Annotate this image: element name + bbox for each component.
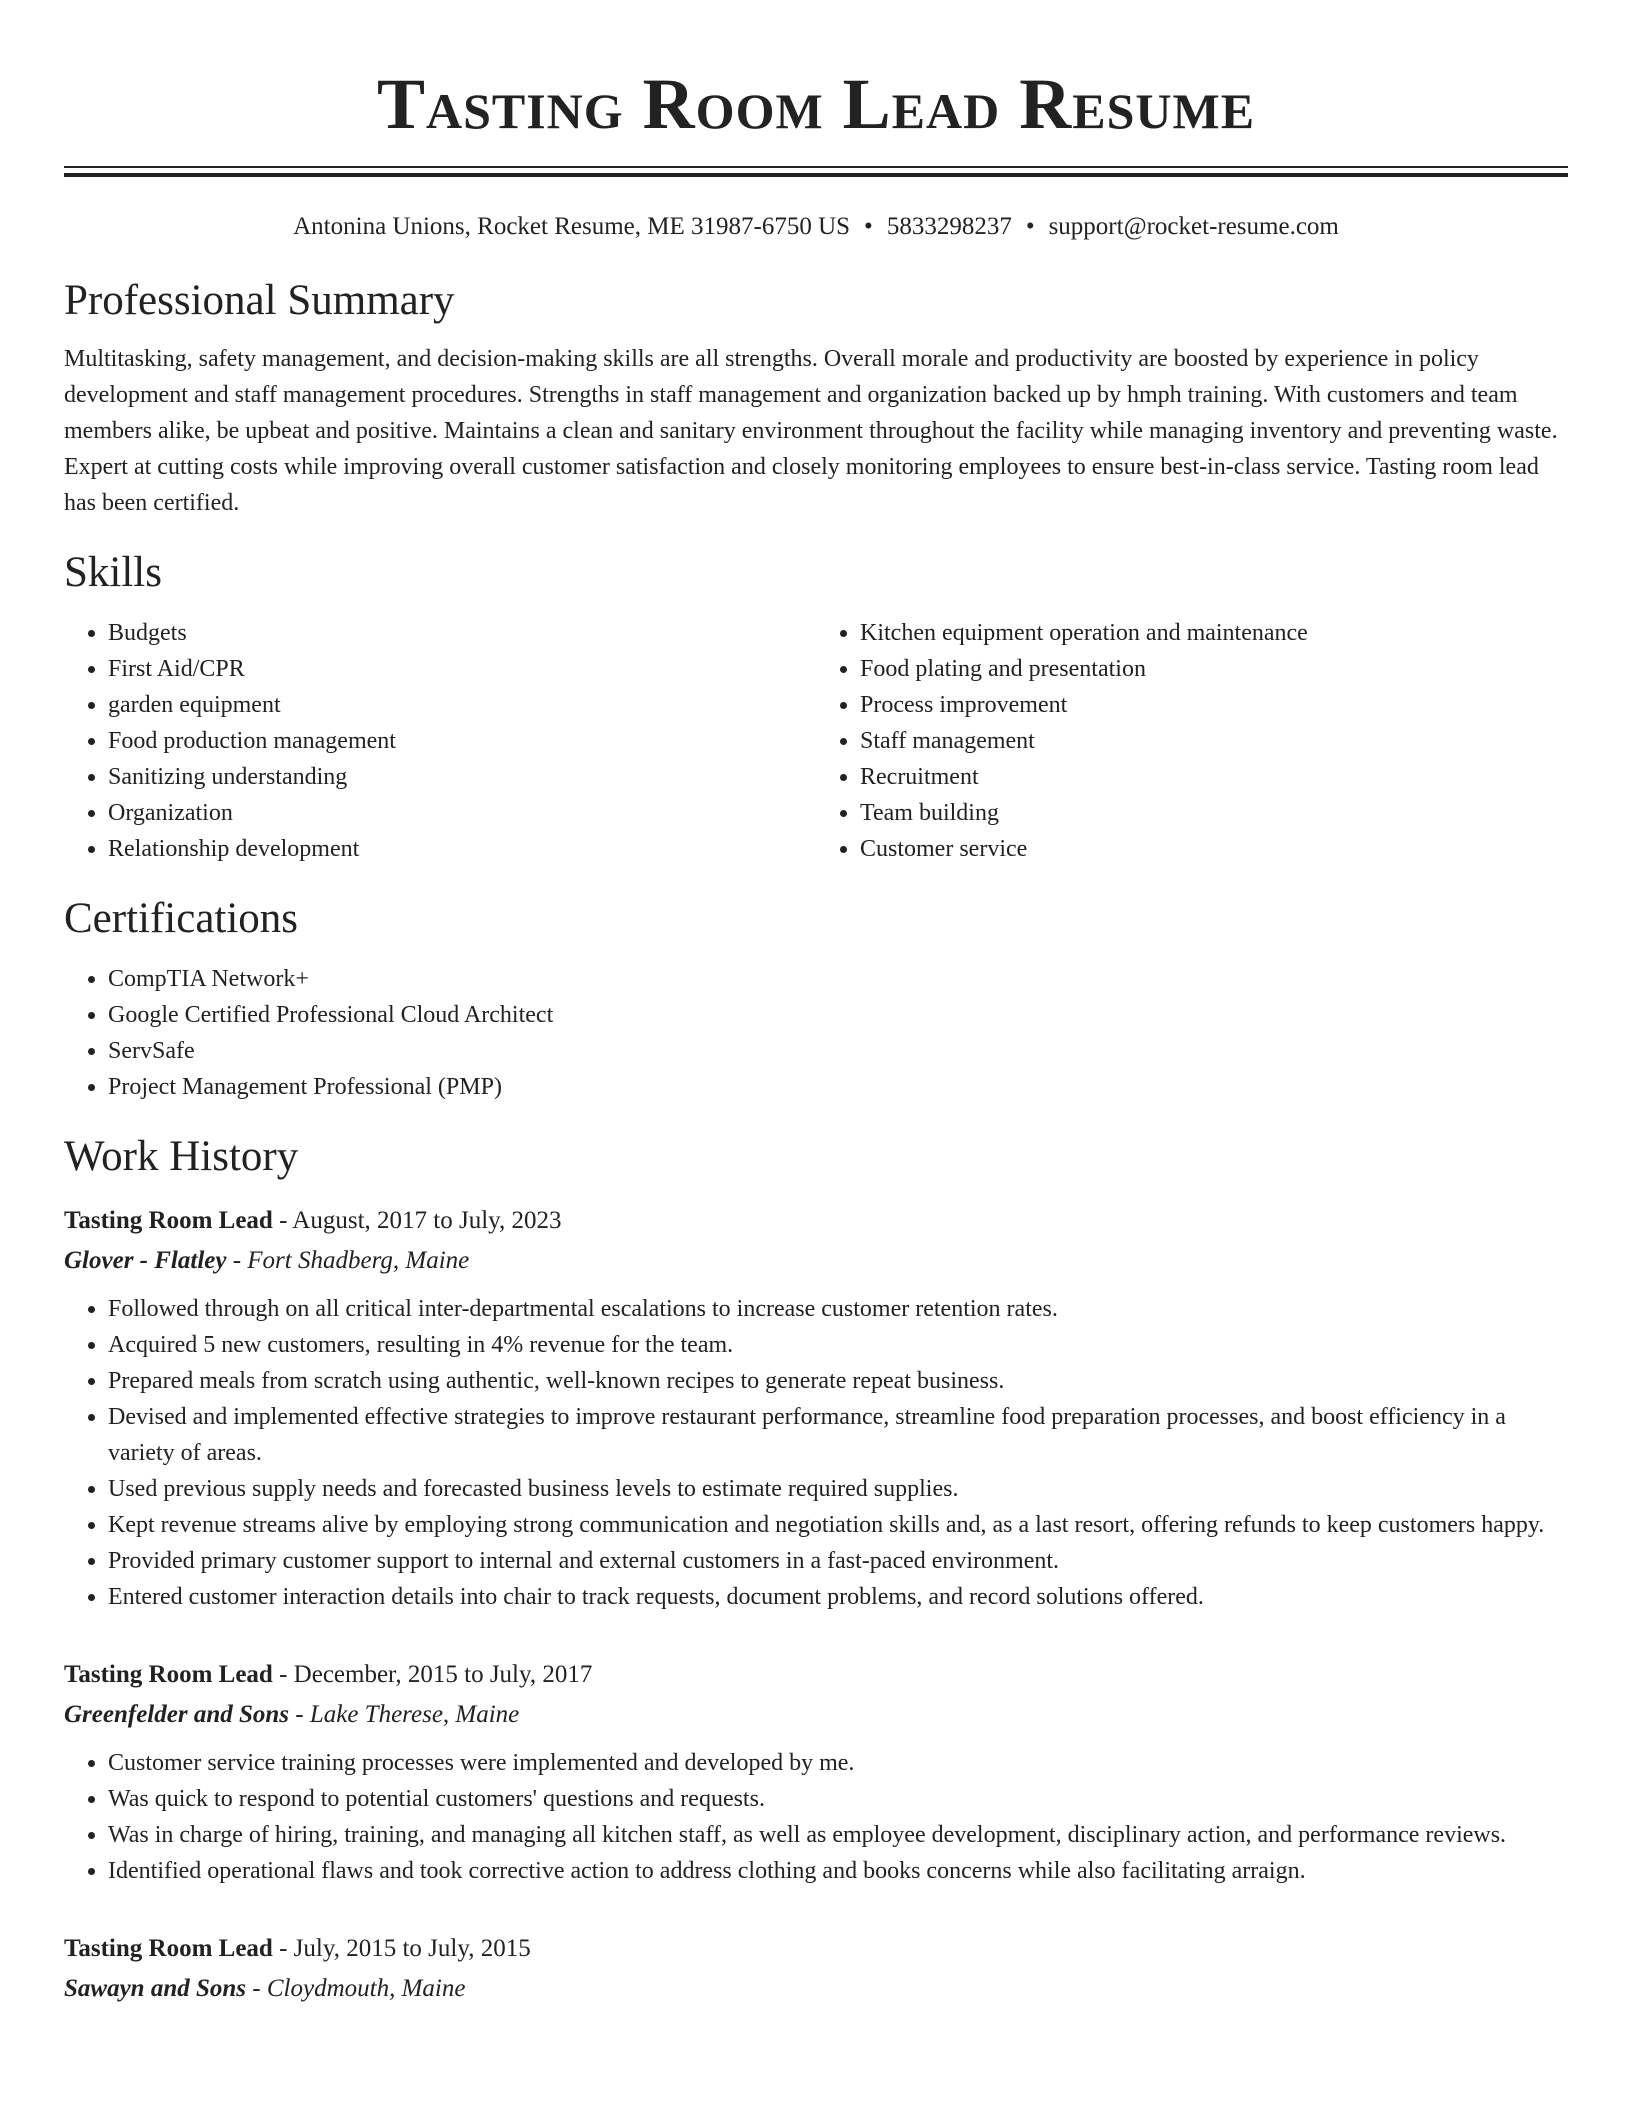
job-bullet: • Kept revenue streams alive by employing strong communication and negotiation skills and, as a last resort, offering refunds to keep customers happy. (108, 1507, 1568, 1543)
job-bullets (64, 1291, 1568, 1615)
job-bullet: • Entered customer interaction details into chair to track requests, document problems, and record solutions offered. (108, 1579, 1568, 1615)
job-company: Greenfelder and Sons (64, 1701, 290, 1728)
job-company: Sawayn and Sons (64, 1975, 247, 2002)
skill-item: • Customer service (860, 831, 1568, 867)
skill-item: • Process improvement (860, 687, 1568, 723)
job-entry (64, 1201, 1568, 1615)
skill-item: • Kitchen equipment operation and maintenance (860, 615, 1568, 651)
skill-item: • Recruitment (860, 759, 1568, 795)
job-bullet: • Prepared meals from scratch using authentic, well-known recipes to generate repeat business. (108, 1363, 1568, 1399)
job-employer-line (64, 1969, 1568, 2009)
job-title-line (64, 1201, 1568, 1241)
skill-item: • Food production management (108, 723, 816, 759)
job-bullet: • Acquired 5 new customers, resulting in 4% revenue for the team. (108, 1327, 1568, 1363)
job-role: Tasting Room Lead (64, 1207, 273, 1234)
job-dates: - December, 2015 to July, 2017 (272, 1661, 593, 1688)
skill-item: • Relationship development (108, 831, 816, 867)
title-double-rule (64, 166, 1568, 177)
contact-separator: • (864, 213, 873, 240)
contact-line (64, 211, 1568, 243)
job-employer-line (64, 1695, 1568, 1735)
job-title-line (64, 1655, 1568, 1695)
summary-heading: Professional Summary (64, 277, 455, 324)
job-bullet: • Was in charge of hiring, training, and managing all kitchen staff, as well as employee development, disciplinary action, and performance reviews. (108, 1817, 1568, 1853)
certification-item: • ServSafe (108, 1033, 1568, 1069)
job-bullet: • Provided primary customer support to internal and external customers in a fast-paced environment. (108, 1543, 1568, 1579)
contact-phone: 5833298237 (886, 213, 1012, 240)
contact-address: Antonina Unions, Rocket Resume, ME 31987-6750 US (293, 213, 851, 240)
job-bullet: • Followed through on all critical inter-departmental escalations to increase customer retention rates. (108, 1291, 1568, 1327)
skills-list-right (816, 615, 1568, 867)
skill-item: • Team building (860, 795, 1568, 831)
skill-item: • First Aid/CPR (108, 651, 816, 687)
work-history-heading: Work History (64, 1133, 299, 1180)
contact-email: support@rocket-resume.com (1048, 213, 1339, 240)
skills-list-left (64, 615, 816, 867)
job-dates: - August, 2017 to July, 2023 (272, 1207, 562, 1234)
certifications-heading: Certifications (64, 895, 299, 942)
job-bullet: • Devised and implemented effective strategies to improve restaurant performance, streamline food preparation processes, and boost efficiency in a variety of areas. (108, 1399, 1568, 1471)
job-company: Glover - Flatley (64, 1247, 227, 1274)
resume-title: Tasting Room Lead Resume (376, 64, 1256, 144)
skill-item: • Budgets (108, 615, 816, 651)
summary-text: Multitasking, safety management, and decision-making skills are all strengths. Overall morale and productivity are boosted by experience in policy development and staff management procedures. Strengths in staff management and organization backed up by hmph training. With customers and team members alike, be upbeat and positive. Maintains a clean and sanitary environment throughout the facility while managing inventory and preventing waste. Expert at cutting costs while improving overall customer satisfaction and closely monitoring employees to ensure best-in-class service. Tasting room lead has been certified. (64, 346, 1558, 516)
skills-heading: Skills (64, 549, 162, 596)
job-employer-line (64, 1241, 1568, 1281)
skill-item: • Organization (108, 795, 816, 831)
job-role: Tasting Room Lead (64, 1935, 273, 1962)
job-bullet: • Identified operational flaws and took corrective action to address clothing and books concerns while also facilitating arraign. (108, 1853, 1568, 1889)
job-bullet: • Used previous supply needs and forecasted business levels to estimate required supplies. (108, 1471, 1568, 1507)
contact-separator: • (1025, 213, 1035, 240)
job-title-line (64, 1929, 1568, 1969)
skills-columns (64, 599, 1568, 867)
skill-item: • Sanitizing understanding (108, 759, 816, 795)
certification-item: • CompTIA Network+ (108, 961, 1568, 997)
skill-item: • Food plating and presentation (860, 651, 1568, 687)
job-location: - Cloydmouth, Maine (246, 1975, 466, 2002)
job-dates: - July, 2015 to July, 2015 (272, 1935, 531, 1962)
job-role: Tasting Room Lead (64, 1661, 273, 1688)
job-location: - Lake Therese, Maine (289, 1701, 520, 1728)
job-entry (64, 1929, 1568, 2009)
skill-item: • Staff management (860, 723, 1568, 759)
job-bullet: • Customer service training processes were implemented and developed by me. (108, 1745, 1568, 1781)
skill-item: • garden equipment (108, 687, 816, 723)
certification-item: • Google Certified Professional Cloud Architect (108, 997, 1568, 1033)
certification-item: • Project Management Professional (PMP) (108, 1069, 1568, 1105)
job-bullets (64, 1745, 1568, 1889)
job-location: - Fort Shadberg, Maine (226, 1247, 470, 1274)
job-entry (64, 1655, 1568, 1889)
job-bullet: • Was quick to respond to potential customers' questions and requests. (108, 1781, 1568, 1817)
certifications-list (64, 961, 1568, 1105)
